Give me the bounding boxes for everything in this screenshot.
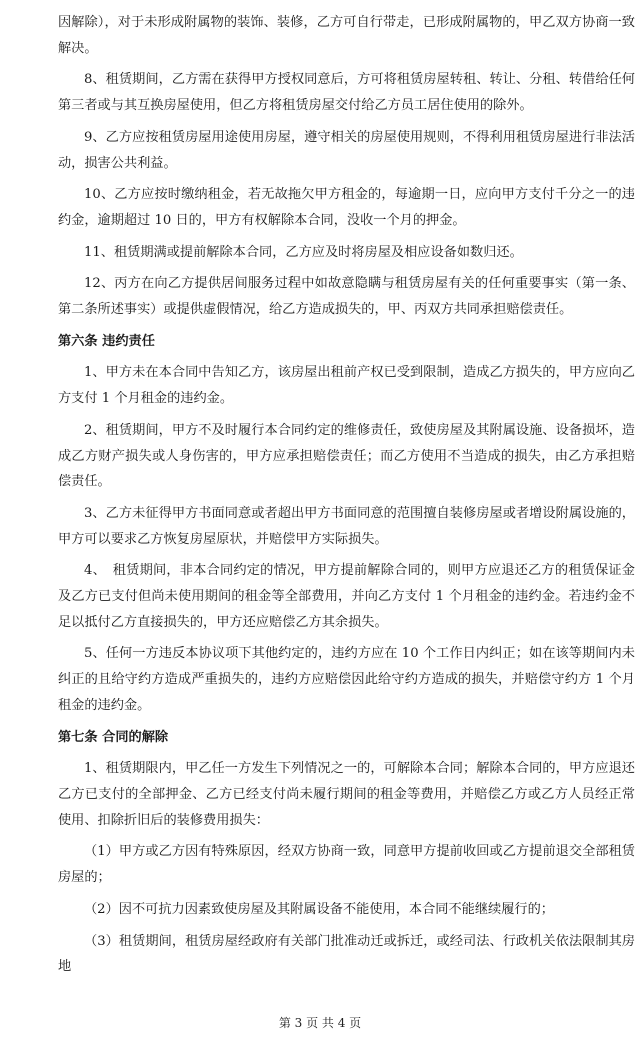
section-heading: 第七条 合同的解除 bbox=[58, 729, 169, 745]
clause-paragraph: 3、乙方未征得甲方书面同意或者超出甲方书面同意的范围擅自装修房屋或者增设附属设施的，甲方可以要求乙方恢复房屋原状，并赔偿甲方实际损失。 bbox=[58, 505, 635, 547]
clause-paragraph: 2、租赁期间，甲方不及时履行本合同约定的维修责任，致使房屋及其附属设施、设备损坏，造成乙方财产损失或人身伤害的，甲方应承担赔偿责任；而乙方使用不当造成的损失，由乙方承担赔偿责任。 bbox=[58, 422, 635, 490]
clause-paragraph: 11、租赁期满或提前解除本合同，乙方应及时将房屋及相应设备如数归还。 bbox=[84, 244, 523, 260]
clause-paragraph: 4、 租赁期间，非本合同约定的情况，甲方提前解除合同的，则甲方应退还乙方的租赁保证金及乙方已支付但尚未使用期间的租金等全部费用，并向乙方支付 1 个月租金的违约金。若违约金不足以抵付乙方直接损失的，甲方还应赔偿乙方其余损失。 bbox=[58, 563, 635, 630]
clause-paragraph: （3）租赁期间，租赁房屋经政府有关部门批准动迁或拆迁，或经司法、行政机关依法限制其房地 bbox=[58, 933, 635, 975]
clause-paragraph: 1、甲方未在本合同中告知乙方，该房屋出租前产权已受到限制，造成乙方损失的，甲方应向乙方支付 1 个月租金的违约金。 bbox=[58, 365, 635, 407]
clause-paragraph: 10、乙方应按时缴纳租金，若无故拖欠甲方租金的，每逾期一日，应向甲方支付千分之一的违约金，逾期超过 10 日的，甲方有权解除本合同，没收一个月的押金。 bbox=[58, 187, 635, 228]
clause-paragraph: （2）因不可抗力因素致使房屋及其附属设备不能使用，本合同不能继续履行的； bbox=[84, 901, 554, 917]
clause-paragraph: 12、丙方在向乙方提供居间服务过程中如故意隐瞒与租赁房屋有关的任何重要事实（第一条、第二条所述事实）或提供虚假情况，给乙方造成损失的，甲、丙双方共同承担赔偿责任。 bbox=[58, 276, 635, 318]
clause-paragraph: （1）甲方或乙方因有特殊原因，经双方协商一致，同意甲方提前收回或乙方提前退交全部租赁房屋的； bbox=[58, 844, 635, 886]
section-heading: 第六条 违约责任 bbox=[58, 333, 155, 349]
clause-paragraph: 9、乙方应按租赁房屋用途使用房屋，遵守相关的房屋使用规则，不得利用租赁房屋进行非法活动，损害公共利益。 bbox=[58, 129, 635, 171]
document-body bbox=[58, 10, 635, 986]
clause-paragraph: 5、任何一方违反本协议项下其他约定的，违约方应在 10 个工作日内纠正；如在该等期间内未纠正的且给守约方造成严重损失的，违约方应赔偿因此给守约方造成的损失，并赔偿守约方 1 个月租金的违约金。 bbox=[58, 646, 635, 713]
paragraph-continuation: 因解除），对于未形成附属物的装饰、装修，乙方可自行带走，已形成附属物的，甲乙双方协商一致解决。 bbox=[58, 15, 635, 56]
page-number-footer: 第 3 页 共 4 页 bbox=[278, 1016, 362, 1030]
clause-paragraph: 8、租赁期间，乙方需在获得甲方授权同意后，方可将租赁房屋转租、转让、分租、转借给任何第三者或与其互换房屋使用，但乙方将租赁房屋交付给乙方员工居住使用的除外。 bbox=[58, 72, 635, 114]
clause-paragraph: 1、租赁期限内，甲乙任一方发生下列情况之一的，可解除本合同；解除本合同的，甲方应退还乙方已支付的全部押金、乙方已经支付尚未履行期间的租金等费用，并赔偿乙方或乙方人员经正常使用、扣除折旧后的装修费用损失： bbox=[58, 761, 635, 828]
